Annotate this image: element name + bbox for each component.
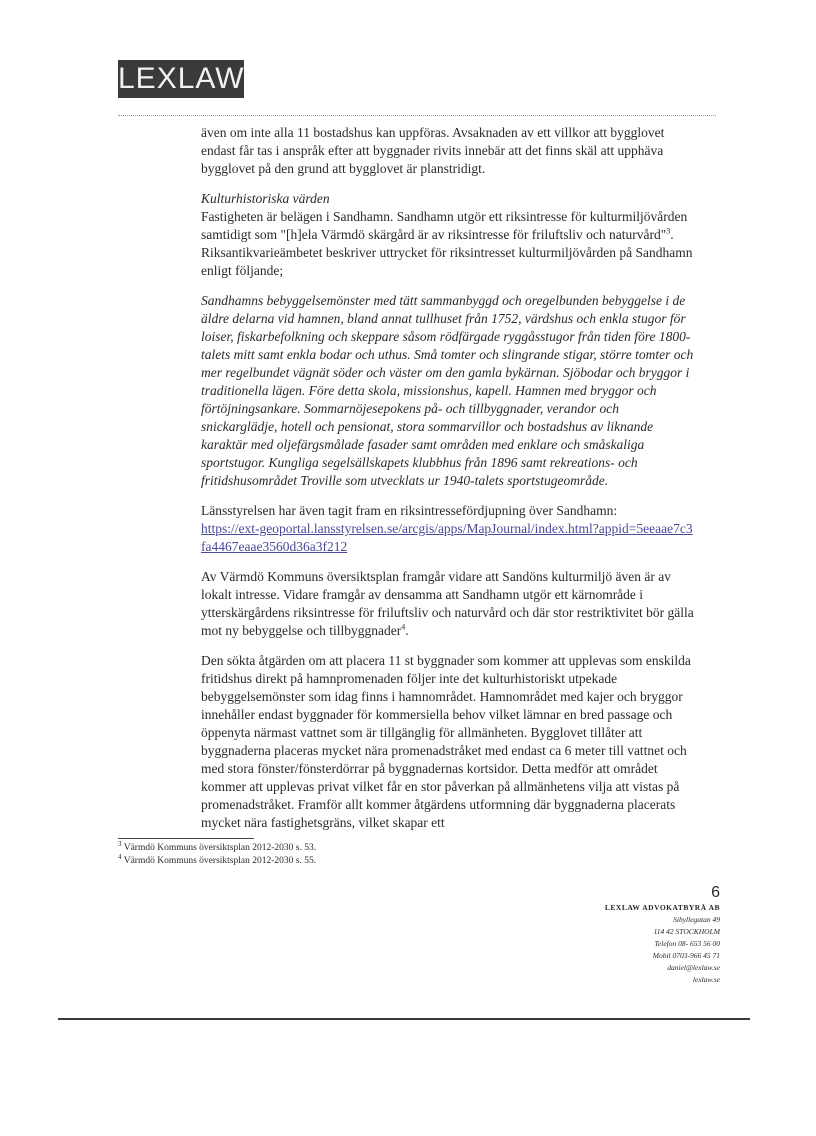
paragraph-4-text-end: . (405, 623, 409, 638)
document-body (201, 124, 697, 844)
footnote-ref-4: 4 (401, 622, 406, 632)
footnote-ref-3: 3 (666, 226, 671, 236)
footnote-text: Värmdö Kommuns översiktsplan 2012-2030 s. 55. (123, 856, 317, 866)
firm-name: LEXLAW ADVOKATBYRÅ AB (604, 903, 720, 912)
paragraph-5: Den sökta åtgärden om att placera 11 st byggnader som kommer att upplevas som enskilda fritidshus direkt på hamnpromenaden följer inte det kulturhistoriskt utpekade bebyggelsemönster som idag finns i hamnområdet. Hamnområdet med kajer och bryggor innehåller endast byggnader för kommersiella behov vilket lämnar en bred passage och öppenyta närmast vattnet som är tillgänglig för allmänheten. Bygglovet tillåter att byggnaderna placeras mycket nära promenadstråket med endast ca 6 meter till vattnet och med stora fönster/fönsterdörrar på byggnadernas kortsidor. Detta medför att området kommer att upplevas privat vilket får en stor påverkan på allmänhetens vilja att vistas på promenadstråket. Framför allt kommer åtgärdens utformning där byggnaderna placerats mycket nära fastighetsgräns, vilket skapar ett (201, 653, 691, 830)
section-heading: Kulturhistoriska värden (201, 191, 330, 206)
bottom-divider (58, 1018, 750, 1020)
firm-address-street: Sibyllegatan 49 (673, 915, 720, 924)
firm-email[interactable]: daniel@lexlaw.se (667, 963, 720, 972)
paragraph-2-text: Fastigheten är belägen i Sandhamn. Sandhamn utgör ett riksintresse för kulturmiljövården samtidigt som "[h]ela Värmdö skärgård är av riksintresse för friluftsliv och naturvård" (201, 209, 688, 242)
page-number: 6 (711, 884, 720, 901)
paragraph-3-text: Länsstyrelsen har även tagit fram en riksintressefördjupning över Sandhamn: (201, 503, 618, 518)
lexlaw-logo: LEXLAW (118, 60, 244, 98)
footnote-number: 3 (118, 839, 122, 848)
footnote-3 (118, 839, 518, 855)
firm-phone: Telefon 08- 653 56 00 (654, 939, 720, 948)
firm-website[interactable]: lexlaw.se (692, 975, 720, 984)
footnote-divider (118, 838, 254, 839)
paragraph-3 (201, 502, 697, 556)
paragraph-4 (201, 568, 697, 640)
firm-mobile: Mobil 0703-966 45 71 (652, 951, 720, 960)
quote-block: Sandhamns bebyggelsemönster med tätt sammanbyggd och oregelbunden bebyggelse i de äldre delarna vid hamnen, bland annat tullhuset från 1752, värdshus och enkla stugor för loiser, fiskarbefolkning och skeppare såsom rödfärgade ryggåsstugor från tiden före 1800-talets mitt samt enkla bodar och uthus. Små tomter och slingrande stigar, större tomter och mer regelbundet vägnät söder och väster om den gamla bykärnan. Sjöbodar och bryggor i traditionella lägen. Före detta skola, missionshus, kapell. Hamnen med bryggor och förtöjningsankare. Sommarnöjesepokens på- och tillbyggnader, verandor och snickarglädje, hotell och pensionat, stora sommarvillor och bostadshus av liknande karaktär med oljefärgsmålade fasader samt områden med enklare och småskaliga sportstugor. Kungliga segelsällskapets klubbhus från 1896 samt rekreations- och fritidshusområdet Troville som utvecklats ur 1940-talets sportstugeområde. (201, 293, 694, 488)
footnotes (118, 839, 518, 868)
firm-address-city: 114 42 STOCKHOLM (653, 927, 720, 936)
paragraph-1: även om inte alla 11 bostadshus kan uppföras. Avsaknaden av ett villkor att bygglovet endast får tas i anspråk efter att byggnader rivits innebär att det finns skäl att upphäva bygglovet på den grund att bygglovet är planstridigt. (201, 125, 665, 176)
paragraph-2 (201, 208, 697, 280)
footnote-4 (118, 852, 518, 868)
footnote-text: Värmdö Kommuns översiktsplan 2012-2030 s. 53. (123, 843, 317, 853)
footnote-number: 4 (118, 852, 122, 861)
geoportal-link[interactable]: https://ext-geoportal.lansstyrelsen.se/arcgis/apps/MapJournal/index.html?appid=5eeaae7c3fa4467eaae3560d36a3f212 (201, 521, 693, 554)
header-divider (118, 115, 716, 116)
firm-contact-block (560, 902, 720, 986)
paragraph-4-text: Av Värmdö Kommuns översiktsplan framgår vidare att Sandöns kulturmiljö även är av lokalt intresse. Vidare framgår av densamma att Sandhamn utgör ett kärnområde i ytterskärgårdens riksintresse för friluftsliv och naturvård och där stor restriktivitet bör gälla mot ny bebyggelse och tillbyggnader (201, 569, 694, 638)
paragraph-2-text-end: . Riksantikvarieämbetet beskriver uttrycket för riksintresset kulturmiljövården på Sandhamn enligt följande; (201, 227, 693, 278)
